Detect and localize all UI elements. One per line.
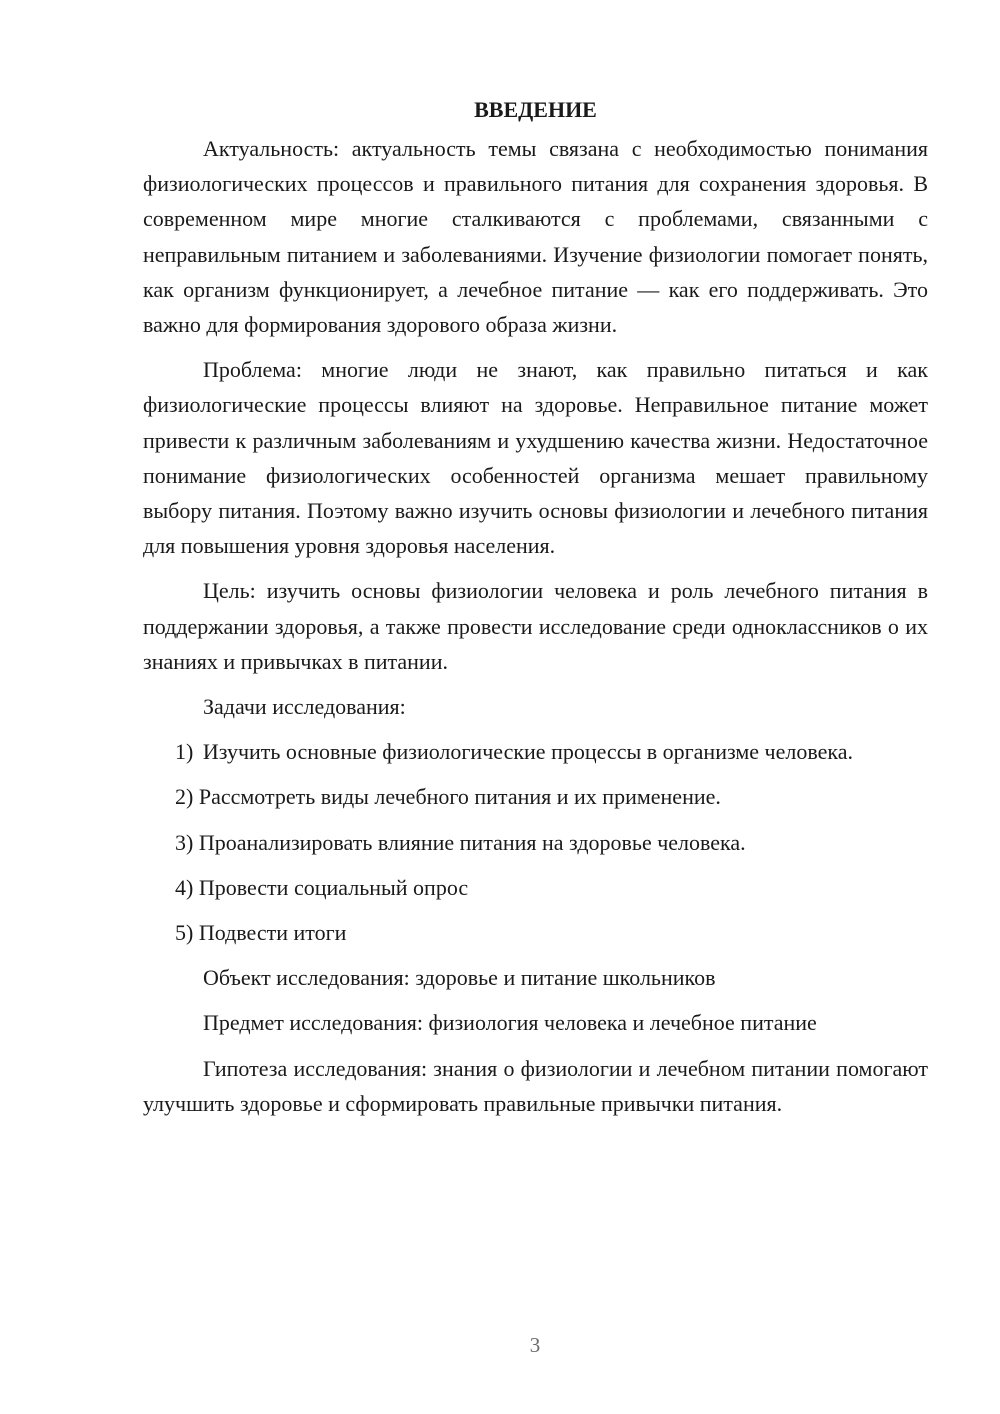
task-number: 3) [175, 829, 194, 855]
page-number: 3 [529, 1333, 541, 1357]
task-text: Подвести итоги [198, 920, 347, 946]
task-text: Рассмотреть виды лечебного питания и их применение. [198, 784, 721, 810]
hypothesis-paragraph: Гипотеза исследования: знания о физиологии и лечебном питании помогают улучшить здоровье и сформировать правильные привычки питания. [143, 1055, 928, 1116]
tasks-list [143, 734, 928, 950]
task-number: 2) [175, 784, 194, 810]
task-text: Провести социальный опрос [198, 874, 469, 900]
object-paragraph: Объект исследования: здоровье и питание школьников [203, 965, 716, 991]
task-item [143, 779, 928, 814]
goal-paragraph: Цель: изучить основы физиологии человека и роль лечебного питания в поддержании здоровья, а также провести исследование среди одноклассников о их знаниях и привычках в питании. [143, 578, 928, 674]
task-text: Изучить основные физиологические процессы в организме человека. [202, 739, 853, 765]
section-title: ВВЕДЕНИЕ [474, 97, 597, 122]
task-number: 1) [175, 739, 194, 765]
task-item [143, 734, 928, 769]
task-number: 5) [175, 920, 194, 946]
problem-paragraph: Проблема: многие люди не знают, как правильно питаться и как физиологические процессы влияют на здоровье. Неправильное питание может привести к различным заболеваниям и ухудшению качества жизни. Недостаточное понимание физиологических особенностей организма мешает правильному выбору питания. Поэтому важно изучить основы физиологии и лечебного питания для повышения уровня здоровья населения. [143, 357, 928, 559]
task-item [143, 870, 928, 905]
tasks-heading: Задачи исследования: [203, 694, 406, 720]
relevance-paragraph: Актуальность: актуальность темы связана с необходимостью понимания физиологических процессов и правильного питания для сохранения здоровья. В современном мире многие сталкиваются с проблемами, связанными с неправильным питанием и заболеваниями. Изучение физиологии помогает понять, как организм функционирует, а лечебное питание — как его поддерживать. Это важно для формирования здорового образа жизни. [143, 136, 928, 338]
page-content [143, 92, 928, 1131]
subject-paragraph: Предмет исследования: физиология человека и лечебное питание [203, 1010, 817, 1036]
task-item [143, 915, 928, 950]
task-number: 4) [175, 874, 194, 900]
task-text: Проанализировать влияние питания на здоровье человека. [198, 829, 746, 855]
task-item [143, 825, 928, 860]
